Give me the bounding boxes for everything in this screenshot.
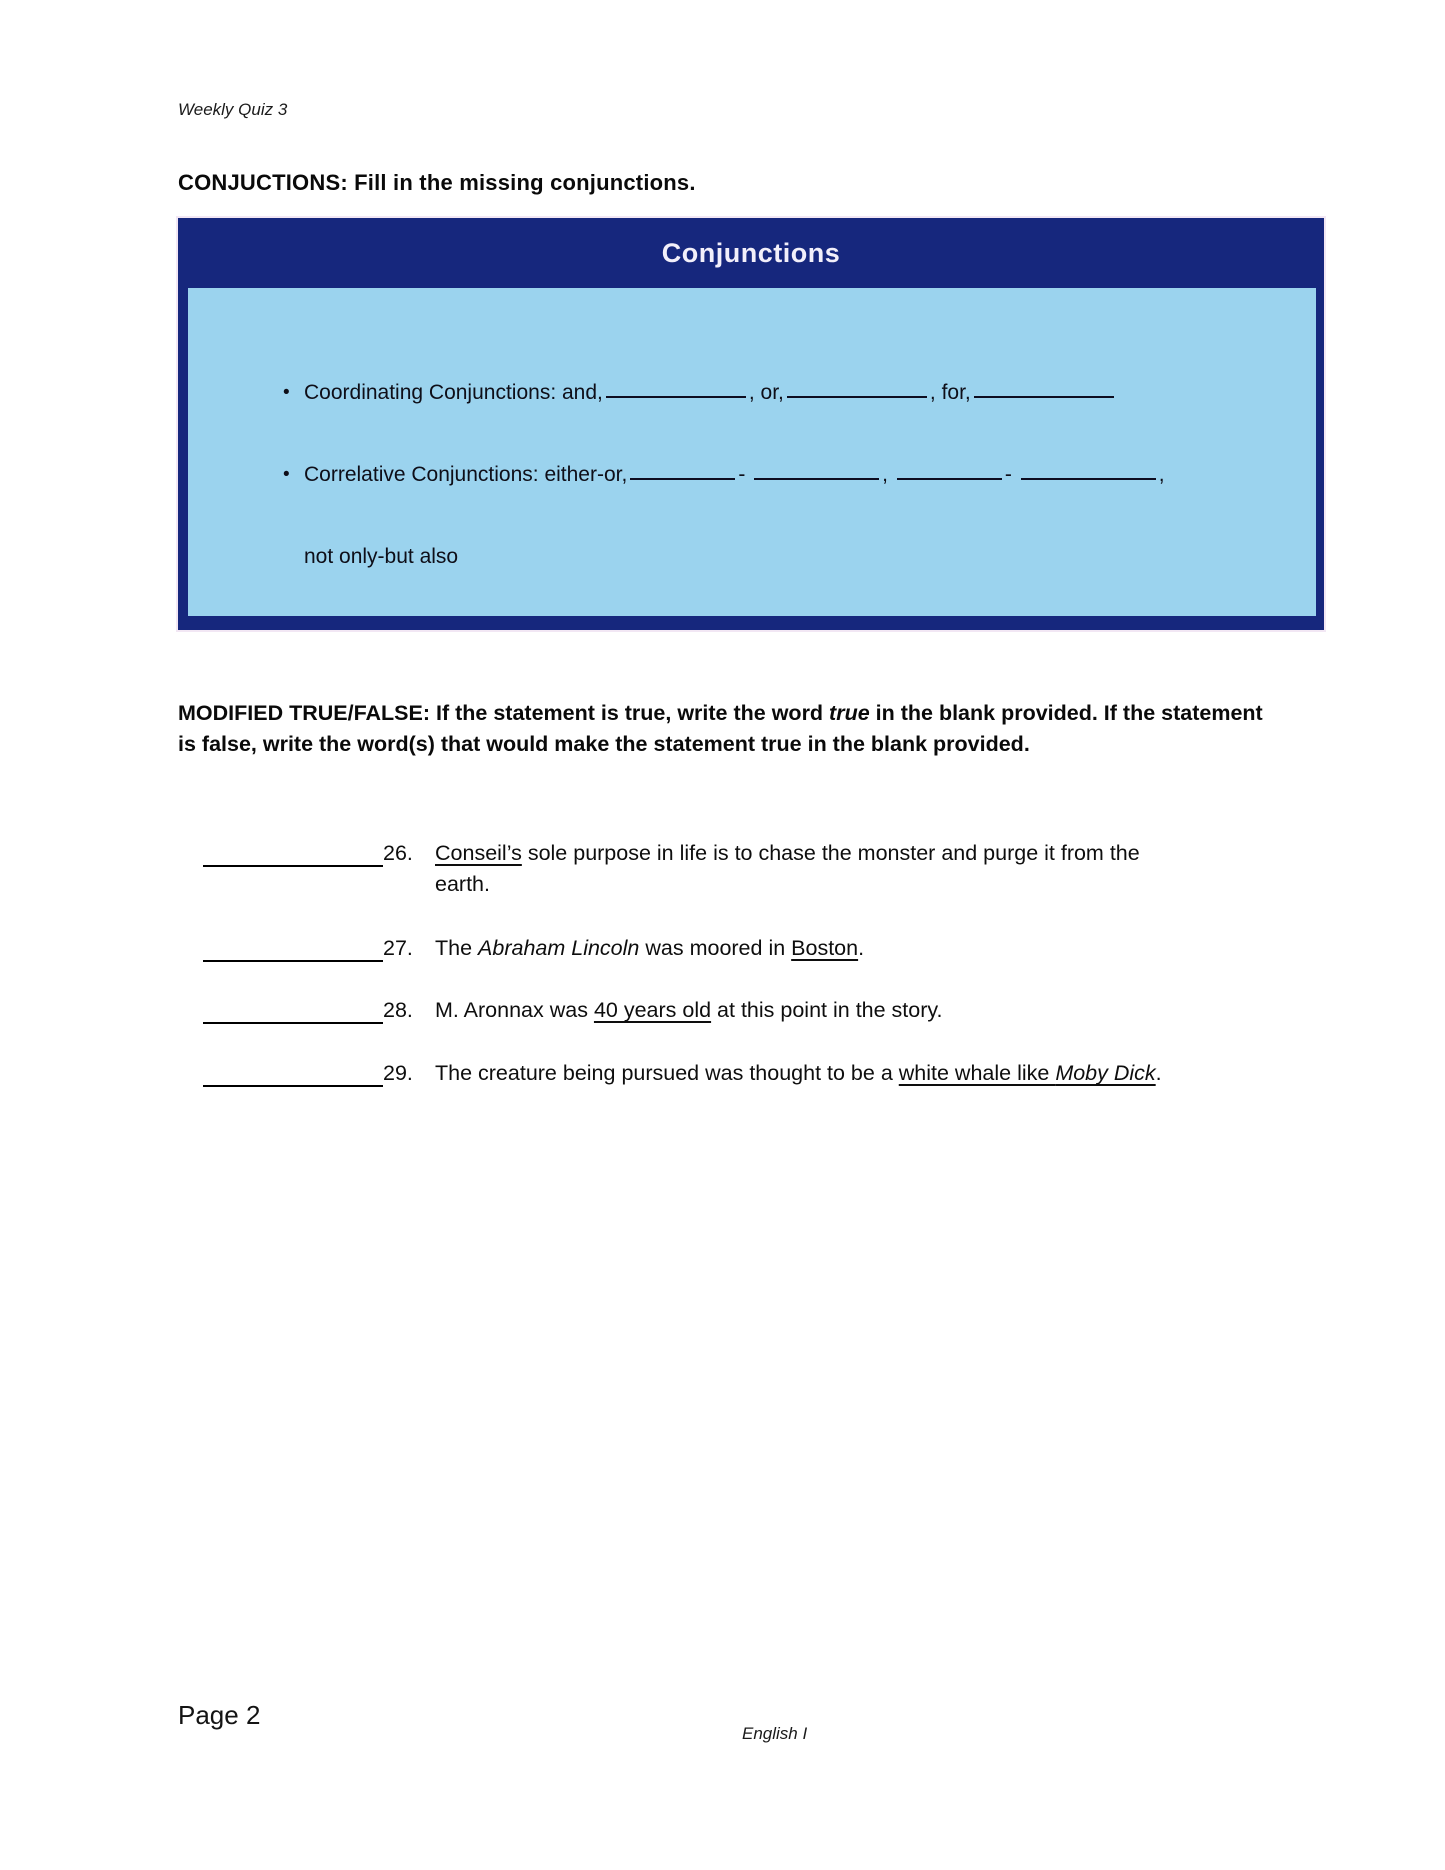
question-row-26 <box>203 838 1140 900</box>
answer-blank <box>203 933 383 962</box>
question-row-28 <box>203 995 943 1026</box>
fill-in-blank <box>897 478 1002 480</box>
q26-line2: earth. <box>435 872 490 896</box>
correlative-comma: , <box>1158 463 1165 486</box>
fill-in-blank <box>606 396 746 398</box>
footer-course-name: English I <box>742 1724 808 1743</box>
q29-end: . <box>1155 1061 1162 1085</box>
coordinating-lead: Coordinating Conjunctions: and, <box>304 381 603 404</box>
footer-page-number: Page 2 <box>178 1700 261 1730</box>
q27-end: . <box>858 936 865 960</box>
question-text <box>435 933 864 964</box>
q28-underlined-phrase: 40 years old <box>593 998 712 1022</box>
q27-ship-name: Abraham Lincoln <box>478 936 640 960</box>
coordinating-conjunctions-item <box>283 380 1316 406</box>
question-row-27 <box>203 933 864 964</box>
q29-underlined-book-title: Moby Dick <box>1055 1061 1156 1085</box>
q26-rest: sole purpose in life is to chase the monster and purge it from the <box>521 841 1140 865</box>
tf-heading-emphasized-word: true <box>829 701 870 725</box>
tf-heading-before: MODIFIED TRUE/FALSE: If the statement is true, write the word <box>178 701 830 725</box>
fill-in-blank <box>630 478 735 480</box>
coordinating-sep-for: , for, <box>929 381 971 404</box>
question-number: 26. <box>383 841 413 865</box>
true-false-section-heading <box>178 698 1283 760</box>
q29-pre: The creature being pursued was thought to be a <box>435 1061 899 1085</box>
conjunctions-box-title: Conjunctions <box>661 237 841 268</box>
q27-pre: The <box>435 936 479 960</box>
q27-underlined-word: Boston <box>791 936 859 960</box>
coordinating-conjunctions-text <box>304 380 1117 406</box>
conjunctions-box-header <box>178 218 1324 288</box>
question-number: 29. <box>383 1061 413 1085</box>
conjunctions-box-body <box>188 288 1316 616</box>
q26-underlined-subject: Conseil’s <box>435 841 522 865</box>
correlative-dash: - <box>738 463 746 486</box>
fill-in-blank <box>974 396 1114 398</box>
question-number: 27. <box>383 936 413 960</box>
question-number: 28. <box>383 998 413 1022</box>
q29-underlined-plain: white whale like <box>898 1061 1056 1085</box>
question-row-29 <box>203 1058 1162 1089</box>
correlative-conjunctions-text <box>304 462 1165 488</box>
q28-pre: M. Aronnax was <box>435 998 594 1022</box>
question-text <box>435 1058 1162 1089</box>
correlative-continuation: not only-but also <box>304 545 459 568</box>
fill-in-blank <box>1021 478 1156 480</box>
answer-blank <box>203 1058 383 1087</box>
answer-blank <box>203 995 383 1024</box>
correlative-conjunctions-item <box>283 462 1316 488</box>
fill-in-blank <box>787 396 927 398</box>
correlative-dash: - <box>1004 463 1012 486</box>
fill-in-blank <box>754 478 879 480</box>
correlative-comma: , <box>882 463 889 486</box>
bullet-icon: • <box>283 464 290 485</box>
tf-heading-after: in the blank provided. If the statement is false, write the word(s) that would make the statement true in the blank provided. <box>178 701 1269 756</box>
correlative-lead: Correlative Conjunctions: either-or, <box>304 463 628 486</box>
answer-blank <box>203 838 383 867</box>
q27-mid: was moored in <box>639 936 792 960</box>
header-note: Weekly Quiz 3 <box>178 100 288 119</box>
q28-end: at this point in the story. <box>711 998 943 1022</box>
question-text <box>435 838 1140 900</box>
coordinating-sep-or: , or, <box>748 381 784 404</box>
bullet-icon: • <box>283 382 290 403</box>
question-text <box>435 995 943 1026</box>
conjunctions-box <box>178 218 1324 630</box>
q29-underlined-phrase <box>899 1061 1156 1085</box>
conjunctions-section-heading: CONJUCTIONS: Fill in the missing conjunctions. <box>178 170 696 195</box>
